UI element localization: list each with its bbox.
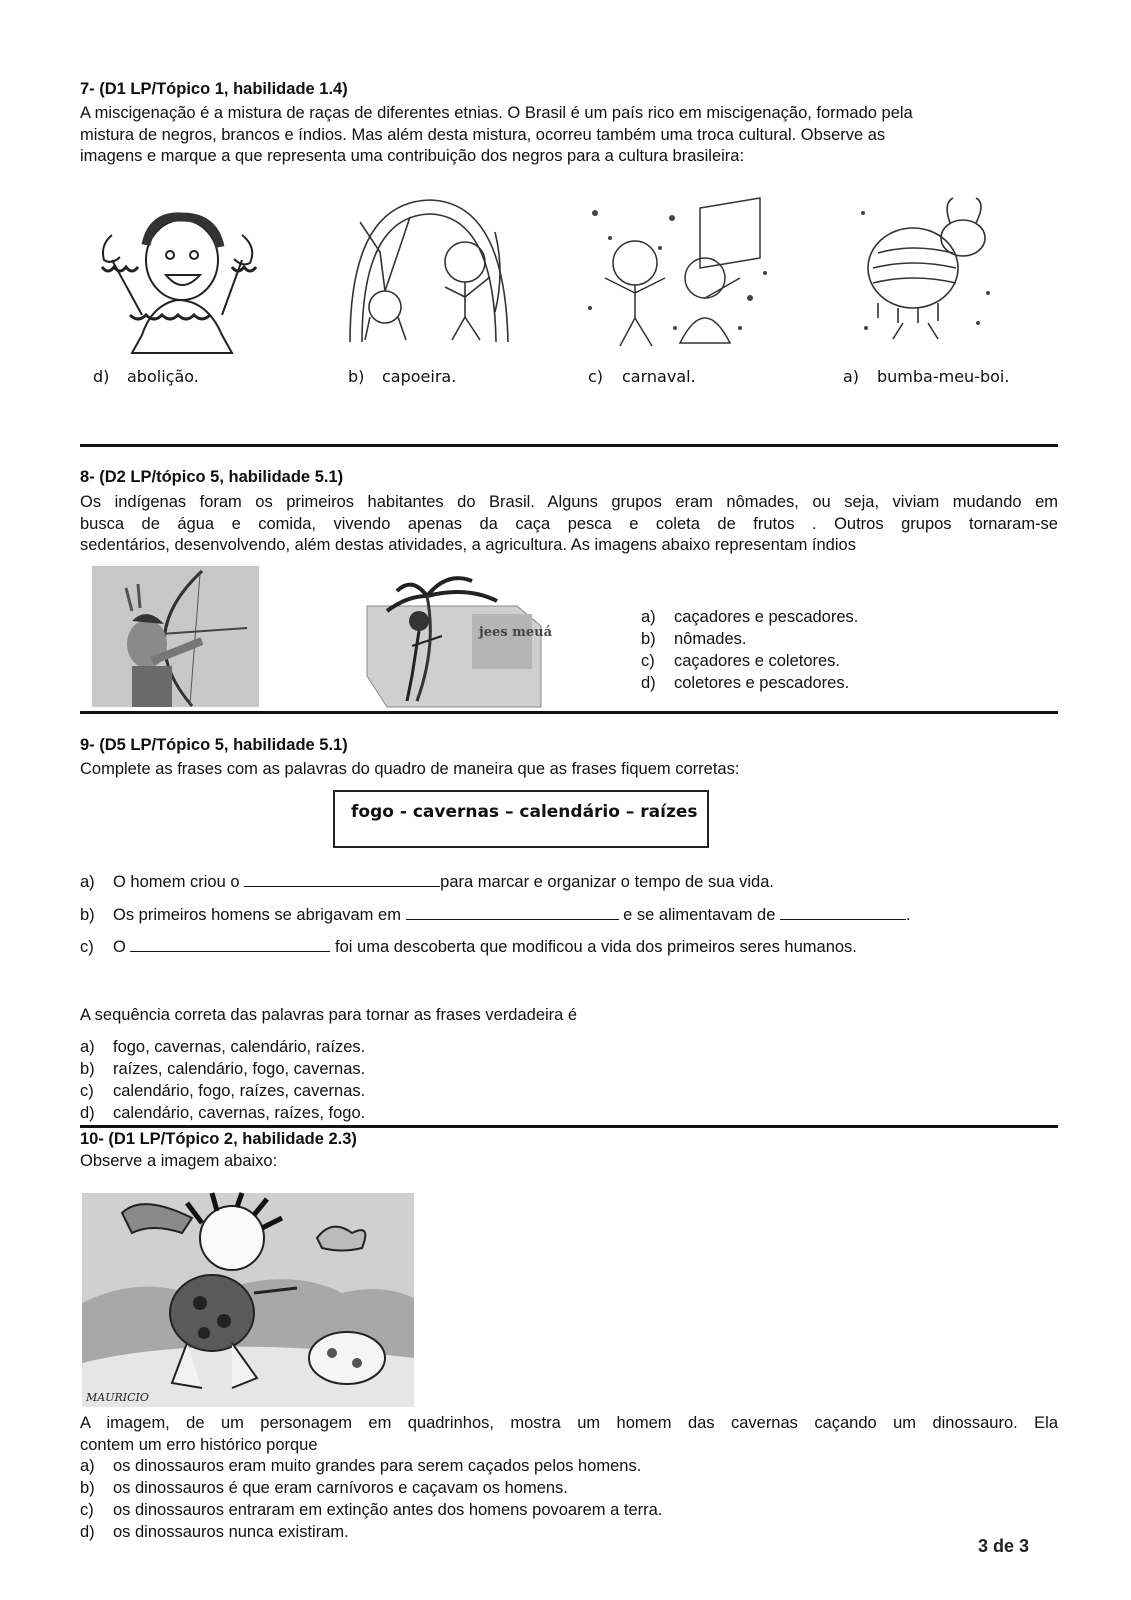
section-divider bbox=[80, 444, 1058, 447]
q7-statement bbox=[80, 103, 1060, 168]
q9-option-b[interactable] bbox=[80, 1060, 365, 1079]
q8-option-a[interactable] bbox=[641, 608, 858, 627]
q7-line: mistura de negros, brancos e índios. Mas além desta mistura, ocorreu também uma troca cultural. Observe as bbox=[80, 125, 886, 144]
sentence-text: . bbox=[905, 906, 911, 924]
q7-caption-d bbox=[843, 367, 1009, 386]
q10-line: contem um erro histórico porque bbox=[80, 1435, 318, 1454]
sentence-text: O bbox=[113, 938, 126, 956]
q8-statement bbox=[80, 492, 1058, 557]
q8-line: busca de água e comida, vivendo apenas da caça pesca e coleta de frutos . Outros grupos tornaram-se bbox=[80, 514, 1058, 533]
q10-title: 10- (D1 LP/Tópico 2, habilidade 2.3) bbox=[80, 1130, 357, 1148]
q10-option-letter: d) bbox=[80, 1523, 95, 1541]
q8-option-text: coletores e pescadores. bbox=[674, 674, 850, 692]
caveman-image bbox=[82, 1193, 414, 1407]
cartoon-signature: MAURICIO bbox=[86, 1391, 149, 1404]
q8-option-text: caçadores e coletores. bbox=[674, 652, 841, 670]
sentence-letter: b) bbox=[80, 906, 95, 924]
q7-caption-text: abolição. bbox=[127, 367, 199, 386]
q9-option-letter: d) bbox=[80, 1104, 95, 1122]
palm-sign-text: jees meuá bbox=[479, 625, 552, 640]
q7-caption-letter: a) bbox=[843, 367, 860, 386]
q7-line: imagens e marque a que representa uma contribuição dos negros para a cultura brasileira: bbox=[80, 147, 745, 165]
q9-sentence-b bbox=[80, 905, 911, 925]
carnival-image bbox=[580, 198, 772, 348]
sentence-text: foi uma descoberta que modificou a vida dos primeiros seres humanos. bbox=[335, 938, 857, 956]
section-divider bbox=[80, 711, 1058, 714]
q7-caption-text: bumba-meu-boi. bbox=[877, 367, 1010, 386]
q10-option-letter: b) bbox=[80, 1479, 95, 1497]
q7-caption-c bbox=[588, 367, 696, 386]
q7-caption-letter: d) bbox=[93, 367, 110, 386]
q8-option-b[interactable] bbox=[641, 630, 746, 649]
sentence-letter: c) bbox=[80, 938, 94, 956]
q9-title: 9- (D5 LP/Tópico 5, habilidade 5.1) bbox=[80, 736, 348, 754]
q9-sentence-a bbox=[80, 872, 774, 892]
word-box-text: fogo - cavernas – calendário – raízes bbox=[351, 802, 698, 822]
q9-option-text: fogo, cavernas, calendário, raízes. bbox=[113, 1038, 366, 1056]
q8-title: 8- (D2 LP/tópico 5, habilidade 5.1) bbox=[80, 468, 344, 486]
q10-option-text: os dinossauros entraram em extinção antes dos homens povoarem a terra. bbox=[113, 1501, 663, 1519]
q8-option-text: caçadores e pescadores. bbox=[674, 608, 859, 626]
q9-option-letter: b) bbox=[80, 1060, 95, 1078]
sentence-letter: a) bbox=[80, 873, 95, 891]
q10-option-text: os dinossauros é que eram carnívoros e caçavam os homens. bbox=[113, 1479, 568, 1497]
q7-title: 7- (D1 LP/Tópico 1, habilidade 1.4) bbox=[80, 80, 348, 98]
archer-image bbox=[92, 566, 259, 707]
sentence-text: O homem criou o bbox=[113, 873, 240, 891]
q7-caption-a bbox=[93, 367, 199, 386]
q9-question: A sequência correta das palavras para tornar as frases verdadeira é bbox=[80, 1006, 578, 1024]
q10-option-b[interactable] bbox=[80, 1479, 568, 1498]
q9-option-d[interactable] bbox=[80, 1104, 365, 1123]
q9-option-text: raízes, calendário, fogo, cavernas. bbox=[113, 1060, 366, 1078]
sentence-text: Os primeiros homens se abrigavam em bbox=[113, 906, 401, 924]
page-number: 3 de 3 bbox=[978, 1536, 1030, 1556]
q8-option-d[interactable] bbox=[641, 674, 849, 693]
q9-option-text: calendário, cavernas, raízes, fogo. bbox=[113, 1104, 366, 1122]
q10-option-letter: a) bbox=[80, 1457, 95, 1475]
q7-caption-text: capoeira. bbox=[382, 367, 457, 386]
q8-option-text: nômades. bbox=[674, 630, 747, 648]
q9-option-letter: a) bbox=[80, 1038, 95, 1056]
capoeira-image bbox=[340, 192, 515, 344]
q7-line: A miscigenação é a mistura de raças de diferentes etnias. O Brasil é um país rico em miscigenação, formado pela bbox=[80, 104, 913, 122]
q8-option-c[interactable] bbox=[641, 652, 840, 671]
word-box bbox=[333, 790, 709, 848]
q7-caption-letter: b) bbox=[348, 367, 365, 386]
sentence-text: e se alimentavam de bbox=[623, 906, 776, 924]
q8-option-letter: d) bbox=[641, 674, 656, 692]
q10-intro: Observe a imagem abaixo: bbox=[80, 1152, 278, 1170]
q8-line: Os indígenas foram os primeiros habitantes do Brasil. Alguns grupos eram nômades, ou seja, viviam mudando em bbox=[80, 493, 1058, 511]
q8-option-letter: a) bbox=[641, 608, 656, 626]
q9-intro: Complete as frases com as palavras do quadro de maneira que as frases fiquem corretas: bbox=[80, 760, 740, 778]
answer-blank[interactable] bbox=[130, 937, 330, 952]
q10-line: A imagem, de um personagem em quadrinhos, mostra um homem das cavernas caçando um dinossauro. Ela bbox=[80, 1414, 1058, 1432]
q9-option-letter: c) bbox=[80, 1082, 94, 1100]
q9-option-c[interactable] bbox=[80, 1082, 365, 1101]
q7-caption-letter: c) bbox=[588, 367, 604, 386]
q10-option-text: os dinossauros eram muito grandes para serem caçados pelos homens. bbox=[113, 1457, 642, 1475]
q10-option-c[interactable] bbox=[80, 1501, 662, 1520]
q7-caption-text: carnaval. bbox=[622, 367, 696, 386]
q8-option-letter: c) bbox=[641, 652, 655, 670]
q10-option-d[interactable] bbox=[80, 1523, 349, 1542]
answer-blank[interactable] bbox=[406, 905, 619, 920]
q9-option-text: calendário, fogo, raízes, cavernas. bbox=[113, 1082, 366, 1100]
sentence-text: para marcar e organizar o tempo de sua vida. bbox=[440, 873, 774, 891]
answer-blank[interactable] bbox=[244, 872, 440, 887]
abolition-image bbox=[82, 205, 272, 353]
section-divider bbox=[80, 1125, 1058, 1128]
q8-option-letter: b) bbox=[641, 630, 656, 648]
answer-blank[interactable] bbox=[780, 905, 906, 920]
q9-sentence-c bbox=[80, 937, 857, 957]
q8-line: sedentários, desenvolvendo, além destas atividades, a agricultura. As imagens abaixo representam índios bbox=[80, 536, 856, 554]
q10-option-text: os dinossauros nunca existiram. bbox=[113, 1523, 349, 1541]
q10-option-a[interactable] bbox=[80, 1457, 641, 1476]
palm-tree-image bbox=[367, 566, 552, 707]
q10-option-letter: c) bbox=[80, 1501, 94, 1519]
q10-statement bbox=[80, 1413, 1058, 1456]
q9-option-a[interactable] bbox=[80, 1038, 365, 1057]
bumba-meu-boi-image bbox=[858, 193, 996, 341]
q7-caption-b bbox=[348, 367, 456, 386]
